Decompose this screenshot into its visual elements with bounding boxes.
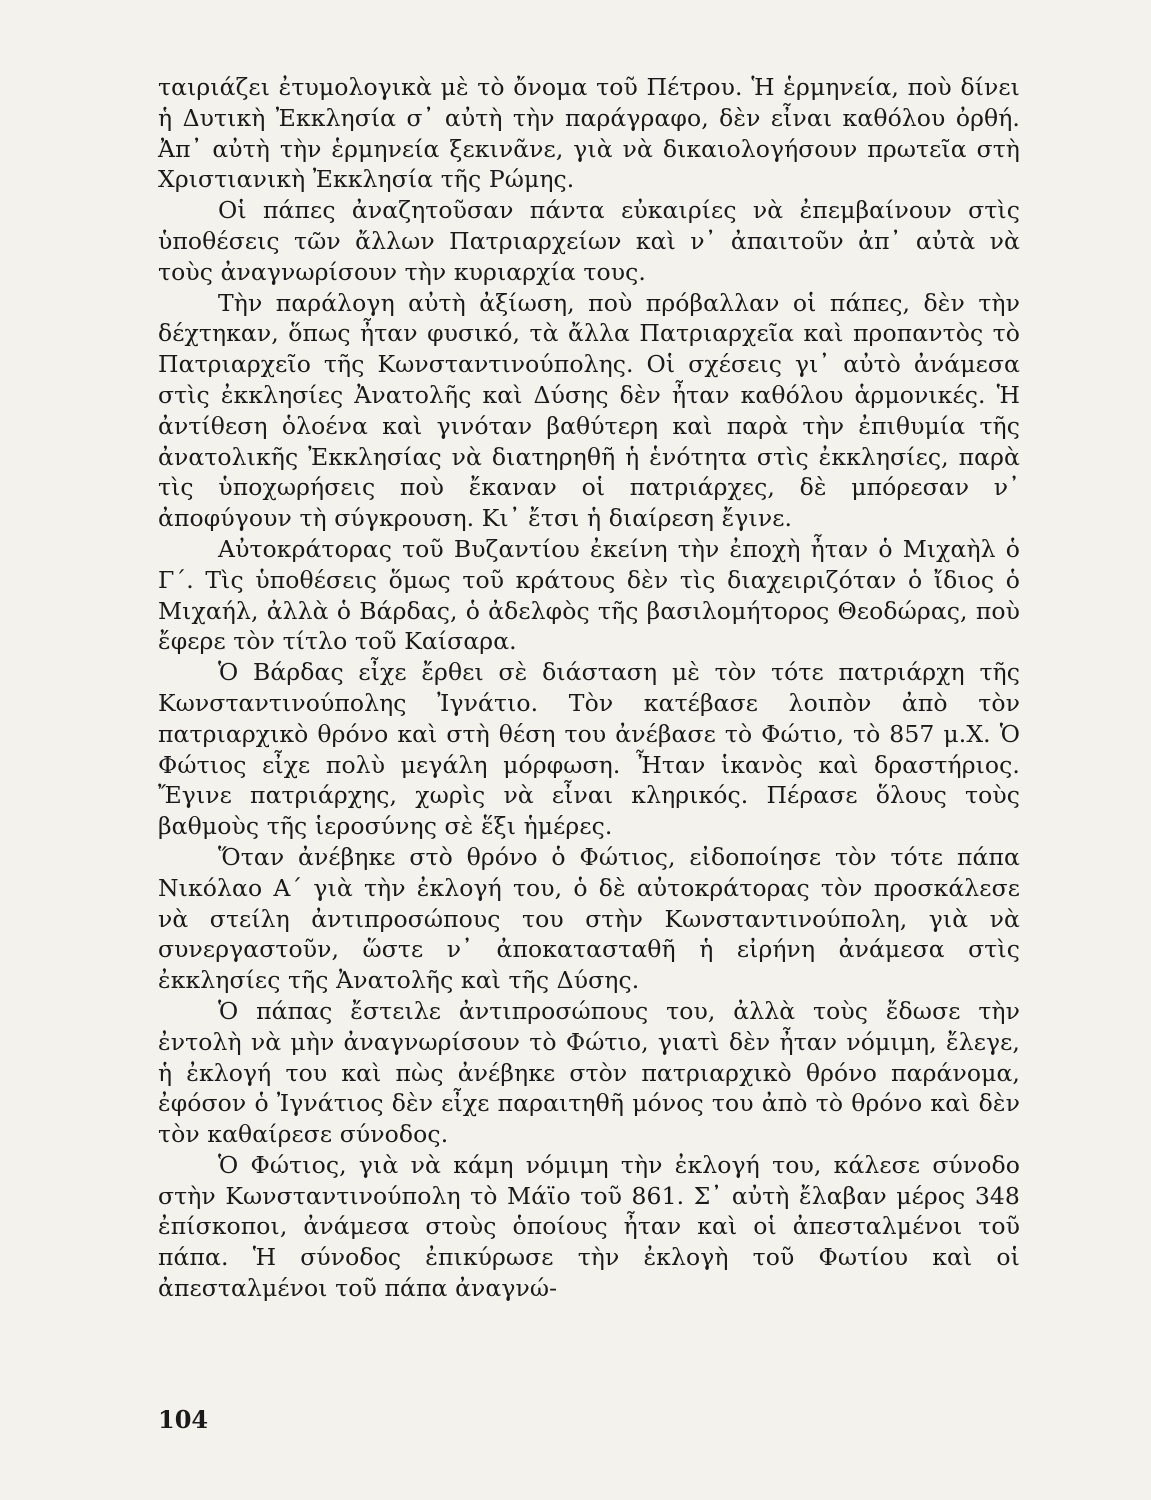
body-text (158, 72, 1020, 1304)
paragraph-6: Ὅταν ἀνέβηκε στὸ θρόνο ὁ Φώτιος, εἰδοποίησε τὸν τότε πάπα Νικόλαο Α΄ γιὰ τὴν ἐκλογή του, ὁ δὲ αὐτοκράτορας τὸν προσκάλεσε νὰ στείλη ἀντιπροσώπους του στὴν Κωνσταντινούπολη, γιὰ νὰ συνεργαστοῦν, ὥστε ν᾽ ἀποκατασταθῆ ἡ εἰρήνη ἀνάμεσα στὶς ἐκκλησίες τῆς Ἀνατολῆς καὶ τῆς Δύσης. (158, 842, 1020, 995)
page-number: 104 (158, 1405, 209, 1434)
paragraph-3: Τὴν παράλογη αὐτὴ ἀξίωση, ποὺ πρόβαλλαν οἱ πάπες, δὲν τὴν δέχτηκαν, ὅπως ἦταν φυσικό, τὰ ἄλλα Πατριαρχεῖα καὶ προπαντὸς τὸ Πατριαρχεῖο τῆς Κωνσταντινούπολης. Οἱ σχέσεις γι᾽ αὐτὸ ἀνάμεσα στὶς ἐκκλησίες Ἀνατολῆς καὶ Δύσης δὲν ἦταν καθόλου ἁρμονικές. Ἡ ἀντίθεση ὁλοένα καὶ γινόταν βαθύτερη καὶ παρὰ τὴν ἐπιθυμία τῆς ἀνατολικῆς Ἐκκλησίας νὰ διατηρηθῆ ἡ ἑνότητα στὶς ἐκκλησίες, παρὰ τὶς ὑποχωρήσεις ποὺ ἔκαναν οἱ πατριάρχες, δὲ μπόρεσαν ν᾽ ἀποφύγουν τὴ σύγκρουση. Κι᾽ ἔτσι ἡ διαίρεση ἔγινε. (158, 288, 1020, 533)
paragraph-7: Ὁ πάπας ἔστειλε ἀντιπροσώπους του, ἀλλὰ τοὺς ἔδωσε τὴν ἐντολὴ νὰ μὴν ἀναγνωρίσουν τὸ Φώτιο, γιατὶ δὲν ἦταν νόμιμη, ἔλεγε, ἡ ἐκλογή του καὶ πὼς ἀνέβηκε στὸν πατριαρχικὸ θρόνο παράνομα, ἐφόσον ὁ Ἰγνάτιος δὲν εἶχε παραιτηθῆ μόνος του ἀπὸ τὸ θρόνο καὶ δὲν τὸν καθαίρεσε σύνοδος. (158, 996, 1020, 1149)
paragraph-5: Ὁ Βάρδας εἶχε ἔρθει σὲ διάσταση μὲ τὸν τότε πατριάρχη τῆς Κωνσταντινούπολης Ἰγνάτιο. Τὸν κατέβασε λοιπὸν ἀπὸ τὸν πατριαρχικὸ θρόνο καὶ στὴ θέση του ἀνέβασε τὸ Φώτιο, τὸ 857 μ.Χ. Ὁ Φώτιος εἶχε πολὺ μεγάλη μόρφωση. Ἦταν ἱκανὸς καὶ δραστήριος. Ἔγινε πατριάρχης, χωρὶς νὰ εἶναι κληρικός. Πέρασε ὅλους τοὺς βαθμοὺς τῆς ἱεροσύνης σὲ ἕξι ἡμέρες. (158, 658, 1020, 841)
paragraph-8: Ὁ Φώτιος, γιὰ νὰ κάμη νόμιμη τὴν ἐκλογή του, κάλεσε σύνοδο στὴν Κωνσταντινούπολη τὸ Μάϊο τοῦ 861. Σ᾽ αὐτὴ ἔλαβαν μέρος 348 ἐπίσκοποι, ἀνάμεσα στοὺς ὁποίους ἦταν καὶ οἱ ἀπεσταλμένοι τοῦ πάπα. Ἡ σύνοδος ἐπικύρωσε τὴν ἐκλογὴ τοῦ Φωτίου καὶ οἱ ἀπεσταλμένοι τοῦ πάπα ἀναγνώ- (158, 1150, 1020, 1303)
paragraph-1: ταιριάζει ἐτυμολογικὰ μὲ τὸ ὄνομα τοῦ Πέτρου. Ἡ ἑρμηνεία, ποὺ δίνει ἡ Δυτικὴ Ἐκκλησία σ᾽ αὐτὴ τὴν παράγραφο, δὲν εἶναι καθόλου ὀρθή. Ἀπ᾽ αὐτὴ τὴν ἑρμηνεία ξεκινᾶνε, γιὰ νὰ δικαιολογήσουν πρωτεῖα στὴ Χριστιανικὴ Ἐκκλησία τῆς Ρώμης. (158, 73, 1020, 194)
paragraph-4: Αὐτοκράτορας τοῦ Βυζαντίου ἐκείνη τὴν ἐποχὴ ἦταν ὁ Μιχαὴλ ὁ Γ΄. Τὶς ὑποθέσεις ὅμως τοῦ κράτους δὲν τὶς διαχειριζόταν ὁ ἴδιος ὁ Μιχαήλ, ἀλλὰ ὁ Βάρδας, ὁ ἀδελφὸς τῆς βασιλομήτορος Θεοδώρας, ποὺ ἔφερε τὸν τίτλο τοῦ Καίσαρα. (158, 534, 1020, 656)
paragraph-2: Οἱ πάπες ἀναζητοῦσαν πάντα εὐκαιρίες νὰ ἐπεμβαίνουν στὶς ὑποθέσεις τῶν ἄλλων Πατριαρχείων καὶ ν᾽ ἀπαιτοῦν ἀπ᾽ αὐτὰ νὰ τοὺς ἀναγνωρίσουν τὴν κυριαρχία τους. (158, 196, 1020, 286)
